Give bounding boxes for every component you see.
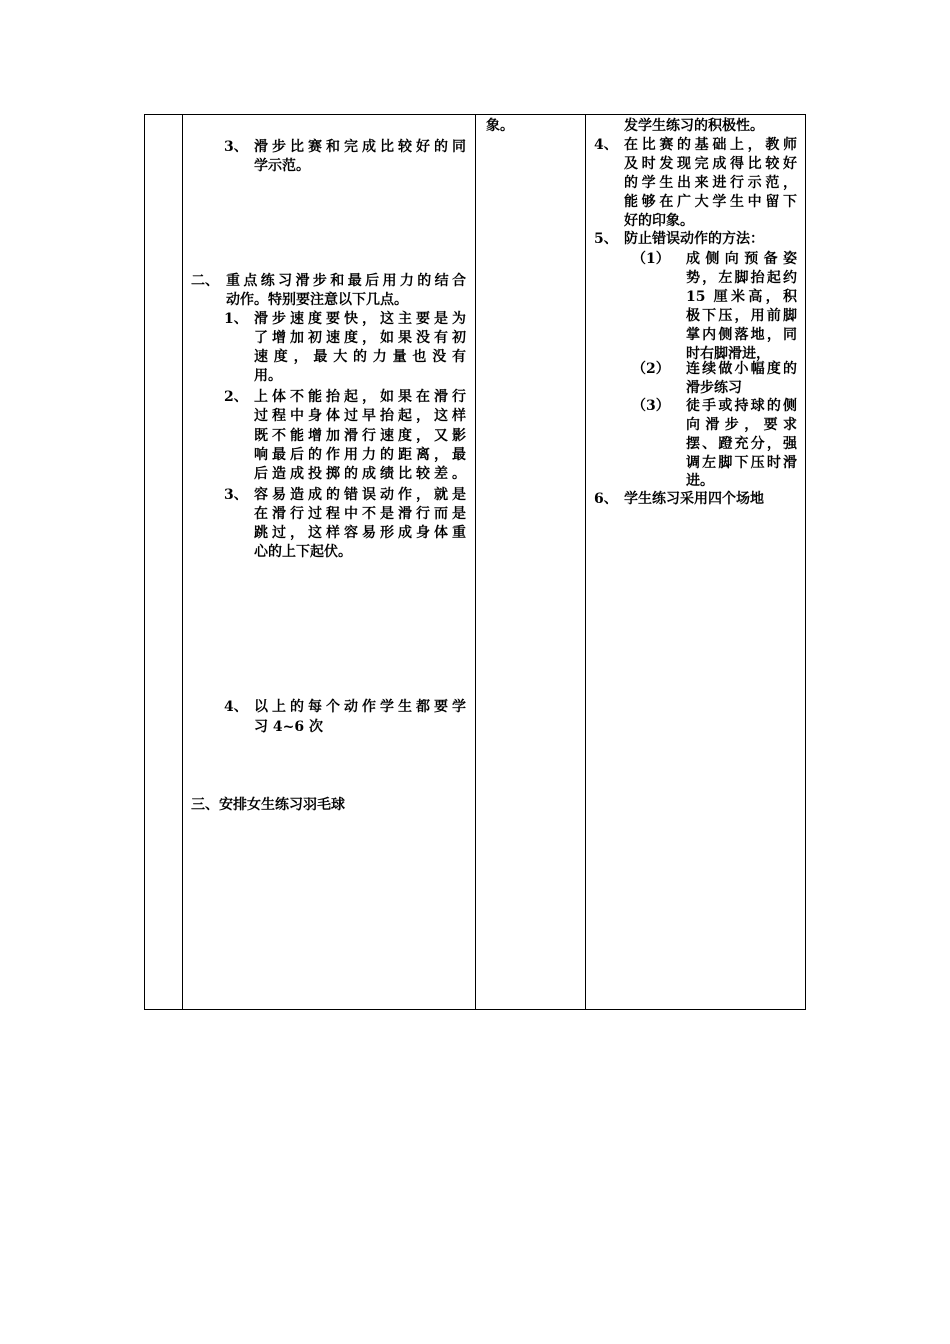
point3-line-3: 跳过，这样容易形成身体重 xyxy=(254,525,466,541)
col4-continuation: 发学生练习的积极性。 xyxy=(624,118,764,134)
point2-line-4: 响最后的作用力的距离，最 xyxy=(254,447,466,463)
point1-line-3: 速度，最大的力量也没有 xyxy=(254,349,466,365)
point1-line-2: 了增加初速度，如果没有初 xyxy=(254,330,466,346)
column-divider-1 xyxy=(182,115,183,1009)
col4-item5-number: 5、 xyxy=(594,231,618,247)
point2-line-1: 上体不能抬起，如果在滑行 xyxy=(254,389,466,405)
point3-line-2: 在滑行过程中不是滑行而是 xyxy=(254,506,466,522)
point1-line-1: 滑步速度要快，这主要是为 xyxy=(254,311,466,327)
section3-heading: 三、安排女生练习羽毛球 xyxy=(191,797,345,813)
sub1-line-4: 极下压，用前脚 xyxy=(686,308,797,324)
item3-number: 3、 xyxy=(224,139,248,155)
point3-line-1: 容易造成的错误动作，就是 xyxy=(254,487,466,503)
column-divider-3 xyxy=(585,115,586,1009)
section2-line-1: 重点练习滑步和最后用力的结合 xyxy=(226,273,466,289)
sub1-line-3: 15 厘米高，积 xyxy=(686,289,797,305)
section2-line-2: 动作。特别要注意以下几点。 xyxy=(226,292,408,308)
item4-line-2: 习 4~6 次 xyxy=(254,719,323,735)
item4-line-1: 以上的每个动作学生都要学 xyxy=(254,699,466,715)
sub3-number: （3） xyxy=(632,398,670,414)
col4-item4-number: 4、 xyxy=(594,137,618,153)
sub1-line-1: 成侧向预备姿 xyxy=(686,251,797,267)
point1-line-4: 用。 xyxy=(254,368,282,384)
sub1-line-5: 掌内侧落地，同 xyxy=(686,327,797,343)
sub3-line-1: 徒手或持球的侧 xyxy=(686,398,797,414)
sub3-line-5: 进。 xyxy=(686,473,714,489)
item4-number: 4、 xyxy=(224,699,248,715)
col4-item4-line-2: 及时发现完成得比较好 xyxy=(624,156,797,172)
point2-line-2: 过程中身体过早抬起，这样 xyxy=(254,408,466,424)
sub3-line-2: 向滑步，要求 xyxy=(686,417,797,433)
sub3-line-4: 调左脚下压时滑 xyxy=(686,455,797,471)
col4-item6-number: 6、 xyxy=(594,491,618,507)
col4-item5-text: 防止错误动作的方法： xyxy=(624,231,764,247)
col4-item4-line-4: 能够在广大学生中留下 xyxy=(624,194,797,210)
point1-number: 1、 xyxy=(224,311,248,327)
sub2-line-2: 滑步练习 xyxy=(686,380,742,396)
sub2-line-1: 连续做小幅度的 xyxy=(686,361,797,377)
col4-item4-line-5: 好的印象。 xyxy=(624,213,694,229)
item3-line-2: 学示范。 xyxy=(254,158,310,174)
col4-item4-line-3: 的学生出来进行示范， xyxy=(624,175,797,191)
point2-line-3: 既不能增加滑行速度，又影 xyxy=(254,428,466,444)
item3-line-1: 滑步比赛和完成比较好的同 xyxy=(254,139,466,155)
sub1-number: （1） xyxy=(632,251,670,267)
sub1-line-6: 时右脚滑进， xyxy=(686,346,770,362)
sub1-line-2: 势，左脚抬起约 xyxy=(686,270,797,286)
point2-number: 2、 xyxy=(224,389,248,405)
sub3-line-3: 摆、蹬充分，强 xyxy=(686,436,797,452)
column-divider-2 xyxy=(475,115,476,1009)
point3-line-4: 心的上下起伏。 xyxy=(254,544,352,560)
sub2-number: （2） xyxy=(632,361,670,377)
point3-number: 3、 xyxy=(224,487,248,503)
point2-line-5: 后造成投掷的成绩比较差。 xyxy=(254,466,466,482)
section2-number: 二、 xyxy=(191,273,219,289)
col4-item4-line-1: 在比赛的基础上，教师 xyxy=(624,137,797,153)
col4-item6-text: 学生练习采用四个场地 xyxy=(624,491,764,507)
col3-text: 象。 xyxy=(486,118,514,134)
